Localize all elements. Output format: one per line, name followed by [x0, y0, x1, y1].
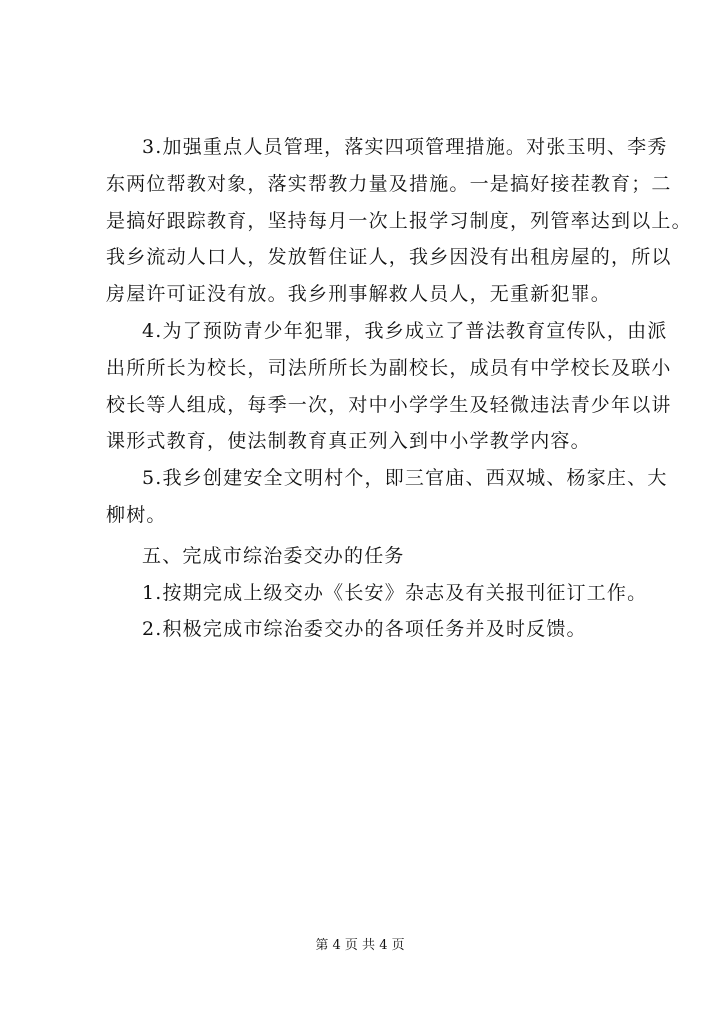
- paragraph-3-line-5: 房屋许可证没有放。我乡刑事解救人员人，无重新犯罪。: [106, 283, 612, 306]
- paragraph-4-line-2: 出所所长为校长，司法所所长为副校长，成员有中学校长及联小: [106, 356, 672, 379]
- paragraph-4-line-4: 课形式教育，使法制教育真正列入到中小学教学内容。: [106, 430, 591, 453]
- paragraph-3-line-3: 是搞好跟踪教育，坚持每月一次上报学习制度，列管率达到以上。: [106, 209, 692, 232]
- paragraph-5-line-2: 柳树。: [106, 503, 167, 526]
- task-item-2: 2.积极完成市综治委交办的各项任务并及时反馈。: [142, 618, 587, 641]
- paragraph-3-line-2: 东两位帮教对象，落实帮教力量及措施。一是搞好接茬教育；二: [106, 172, 672, 195]
- task-item-1: 1.按期完成上级交办《长安》杂志及有关报刊征订工作。: [142, 581, 648, 604]
- section-heading: 五、完成市综治委交办的任务: [142, 544, 405, 567]
- paragraph-4-line-3: 校长等人组成，每季一次，对中小学学生及轻微违法青少年以讲: [106, 393, 672, 416]
- paragraph-4-line-1: 4.为了预防青少年犯罪，我乡成立了普法教育宣传队，由派: [142, 319, 668, 342]
- page-number-footer: 第 4 页 共 4 页: [315, 938, 405, 953]
- paragraph-5-line-1: 5.我乡创建安全文明村个，即三官庙、西双城、杨家庄、大: [142, 467, 668, 490]
- paragraph-3-line-1: 3.加强重点人员管理，落实四项管理措施。对张玉明、李秀: [142, 136, 668, 158]
- document-body: [106, 129, 692, 648]
- paragraph-3-line-4: 我乡流动人口人，发放暂住证人，我乡因没有出租房屋的，所以: [106, 246, 672, 269]
